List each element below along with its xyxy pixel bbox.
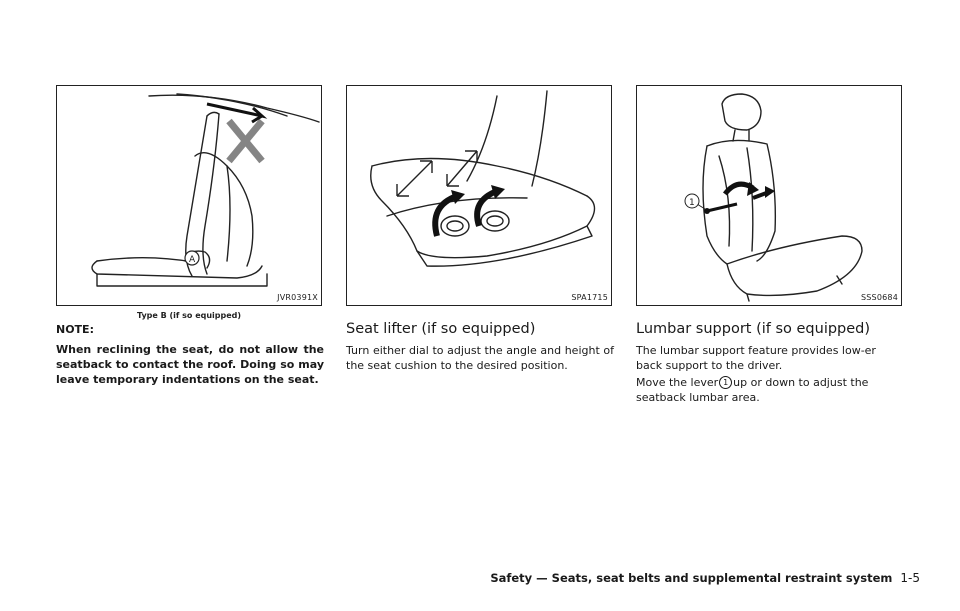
figure-code: SPA1715	[571, 293, 608, 302]
lumbar-figure	[636, 85, 902, 306]
seat-lifter-body: Turn either dial to adjust the angle and height of the seat cushion to the desired position.	[346, 344, 614, 372]
callout-number: 1	[689, 198, 695, 208]
lumbar-heading: Lumbar support (if so equipped)	[636, 321, 871, 337]
note-heading: NOTE:	[56, 323, 94, 336]
page-footer	[490, 571, 920, 585]
svg-text:A: A	[189, 255, 196, 265]
lumbar-body-2-end: up or down to adjust the seatback lumbar area.	[636, 376, 869, 404]
lumbar-seat-illustration	[637, 86, 901, 305]
note-body: When reclining the seat, do not allow the seatback to contact the roof. Doing so may leave temporary indentations on the seat.	[56, 343, 324, 386]
lumbar-body-2	[636, 375, 904, 405]
lumbar-body-2-start: Move the lever	[636, 376, 719, 389]
seat-lifter-heading: Seat lifter (if so equipped)	[346, 321, 536, 337]
figure-caption: Type B (if so equipped)	[136, 311, 242, 320]
recline-figure	[56, 85, 322, 306]
lever-reference: 1	[719, 376, 732, 389]
seat-recline-illustration	[57, 86, 321, 305]
seat-lifter-illustration	[347, 86, 611, 305]
seat-lifter-figure	[346, 85, 612, 306]
lumbar-body-1: The lumbar support feature provides low-er back support to the driver.	[636, 344, 876, 372]
figure-code: JVR0391X	[277, 293, 318, 302]
figure-code: SSS0684	[861, 293, 898, 302]
footer-section-title: Safety — Seats, seat belts and supplemental restraint system	[490, 571, 893, 585]
page-number: 1-5	[900, 571, 920, 585]
